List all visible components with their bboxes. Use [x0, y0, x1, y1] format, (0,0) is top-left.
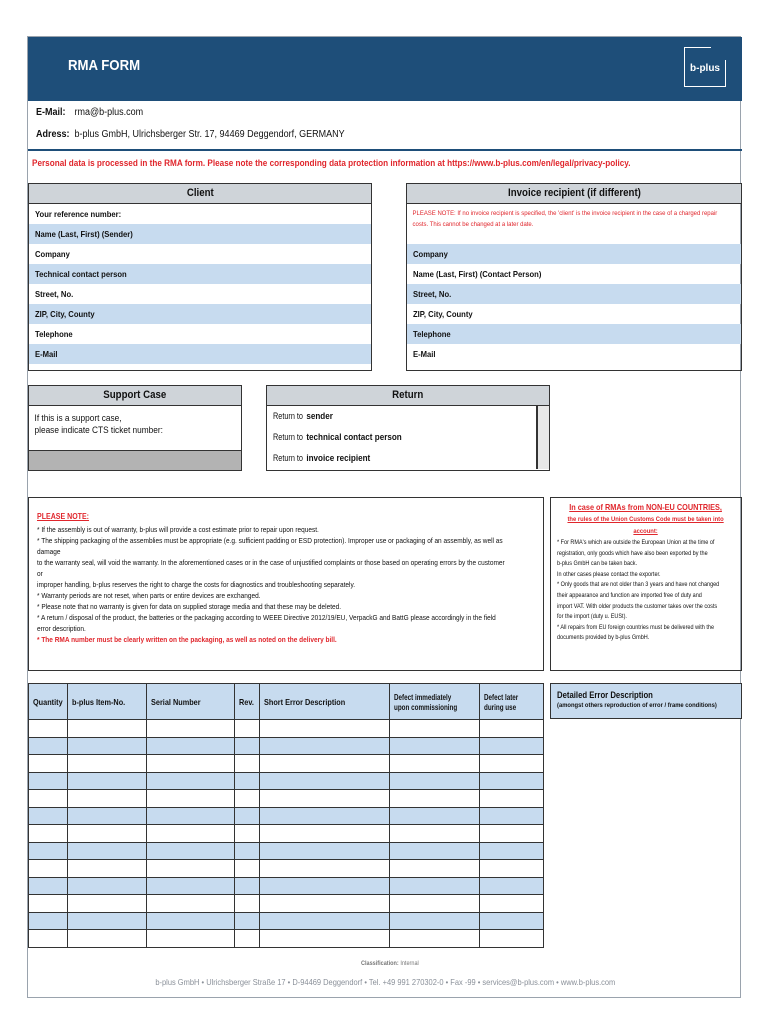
- col-item-no: b-plus Item-No.: [68, 684, 146, 720]
- email-value[interactable]: rma@b-plus.com: [74, 107, 144, 118]
- non-eu-line: registration, only goods which have also been exported by the: [557, 549, 708, 557]
- note-line: * Please note that no warranty is given for data on supplied storage media and that these may be deleted.: [37, 602, 342, 611]
- invoice-section: [406, 183, 742, 371]
- non-eu-line: their appearance and function are imported free of duty and: [557, 591, 702, 599]
- email-label: E-Mail:: [36, 107, 66, 118]
- return-section: [266, 385, 550, 471]
- return-sender-checkbox[interactable]: [537, 406, 549, 427]
- classification-value: Internal: [400, 960, 419, 967]
- invoice-note-area: [407, 204, 741, 244]
- client-field-telephone[interactable]: Telephone: [35, 329, 73, 339]
- col-rev: Rev.: [235, 684, 260, 720]
- table-cell[interactable]: [68, 877, 146, 895]
- table-cell[interactable]: [235, 807, 260, 825]
- table-cell[interactable]: [235, 720, 260, 738]
- table-cell[interactable]: [260, 720, 389, 738]
- table-cell[interactable]: [235, 930, 260, 948]
- note-line: * If the assembly is out of warranty, b-plus will provide a cost estimate prior to repair upon request.: [37, 525, 319, 534]
- table-row: [29, 825, 544, 843]
- support-text-area: [29, 406, 241, 450]
- table-cell[interactable]: [260, 860, 389, 878]
- table-cell[interactable]: [260, 737, 389, 755]
- table-cell[interactable]: [68, 895, 146, 913]
- non-eu-box: [550, 497, 742, 671]
- table-cell[interactable]: [235, 877, 260, 895]
- client-field-reference[interactable]: Your reference number:: [35, 209, 122, 219]
- table-cell[interactable]: [29, 825, 68, 843]
- table-cell[interactable]: [260, 825, 389, 843]
- table-cell[interactable]: [29, 930, 68, 948]
- address-row: [36, 129, 345, 140]
- cts-ticket-input[interactable]: [29, 450, 241, 470]
- table-cell[interactable]: [480, 895, 544, 913]
- address-label: Adress:: [36, 129, 70, 140]
- non-eu-line: * Only goods that are not older than 3 years and have not changed: [557, 581, 720, 589]
- table-cell[interactable]: [480, 790, 544, 808]
- col-serial-number: Serial Number: [146, 684, 235, 720]
- table-cell[interactable]: [68, 842, 146, 860]
- client-field-company[interactable]: Company: [35, 249, 70, 259]
- table-cell[interactable]: [260, 790, 389, 808]
- table-row: [29, 807, 544, 825]
- table-cell[interactable]: [480, 807, 544, 825]
- support-text-line1: If this is a support case,: [34, 413, 122, 423]
- table-cell[interactable]: [260, 930, 389, 948]
- support-text-line2: please indicate CTS ticket number:: [34, 425, 163, 435]
- table-row: [29, 895, 544, 913]
- table-cell[interactable]: [235, 755, 260, 773]
- footer: b-plus GmbH • Ulrichsberger Straße 17 • D-94469 Deggendorf • Tel. +49 991 270302-0 • Fax -99 • services@b-plus.com • www.b-plus.com: [155, 977, 615, 987]
- invoice-field-email[interactable]: E-Mail: [413, 349, 436, 359]
- table-row: [29, 720, 544, 738]
- table-row: [29, 790, 544, 808]
- note-line: error description.: [37, 624, 86, 633]
- table-cell[interactable]: [260, 842, 389, 860]
- table-cell[interactable]: [389, 790, 479, 808]
- col-defect-immediately: Defect immediately upon commissioning: [389, 684, 479, 720]
- return-option-sender[interactable]: Return tosender: [267, 406, 549, 427]
- client-field-zip-city[interactable]: ZIP, City, County: [29, 304, 371, 324]
- table-cell[interactable]: [146, 790, 235, 808]
- non-eu-line: * For RMA's which are outside the European Union at the time of: [557, 539, 715, 546]
- invoice-note: PLEASE NOTE: If no invoice recipient is specified, the 'client' is the invoice recipient in the case of a charged repair costs. This cannot be changed at a later date.: [412, 210, 718, 228]
- table-cell[interactable]: [389, 860, 479, 878]
- note-line: * Warranty periods are not reset, when parts or entire devices are exchanged.: [37, 591, 261, 600]
- table-row: [29, 877, 544, 895]
- table-cell[interactable]: [29, 737, 68, 755]
- table-row: [29, 755, 544, 773]
- table-cell[interactable]: [480, 737, 544, 755]
- notes-title: PLEASE NOTE:: [37, 512, 90, 521]
- table-cell[interactable]: [235, 895, 260, 913]
- table-cell[interactable]: [480, 825, 544, 843]
- table-cell[interactable]: [389, 807, 479, 825]
- table-cell[interactable]: [480, 860, 544, 878]
- table-cell[interactable]: [146, 842, 235, 860]
- items-table-header: [29, 684, 544, 720]
- table-cell[interactable]: [389, 877, 479, 895]
- table-cell[interactable]: [260, 807, 389, 825]
- table-cell[interactable]: [260, 895, 389, 913]
- table-cell[interactable]: [146, 930, 235, 948]
- table-cell[interactable]: [389, 772, 479, 790]
- return-invoice-recipient-checkbox[interactable]: [537, 448, 549, 469]
- table-cell[interactable]: [146, 807, 235, 825]
- table-cell[interactable]: [235, 912, 260, 930]
- form-title: RMA FORM: [68, 57, 141, 74]
- table-cell[interactable]: [146, 912, 235, 930]
- col-quantity: Quantity: [29, 684, 68, 720]
- table-cell[interactable]: [235, 790, 260, 808]
- invoice-field-street[interactable]: Street, No.: [407, 284, 741, 304]
- table-cell[interactable]: [68, 737, 146, 755]
- table-cell[interactable]: [235, 825, 260, 843]
- table-cell[interactable]: [389, 825, 479, 843]
- table-cell[interactable]: [68, 720, 146, 738]
- table-cell[interactable]: [146, 895, 235, 913]
- invoice-header: Invoice recipient (if different): [407, 184, 741, 204]
- invoice-field-telephone[interactable]: Telephone: [407, 324, 741, 344]
- table-cell[interactable]: [68, 912, 146, 930]
- table-cell[interactable]: [146, 860, 235, 878]
- table-cell[interactable]: [260, 755, 389, 773]
- table-cell[interactable]: [260, 877, 389, 895]
- detail-subtitle: (amongst others reproduction of error / frame conditions): [557, 702, 717, 709]
- table-cell[interactable]: [235, 842, 260, 860]
- table-cell[interactable]: [389, 930, 479, 948]
- invoice-field-name[interactable]: Name (Last, First) (Contact Person): [413, 269, 542, 279]
- table-cell[interactable]: [389, 755, 479, 773]
- client-section: [28, 183, 372, 371]
- table-cell[interactable]: [68, 755, 146, 773]
- please-note-box: [28, 497, 544, 671]
- table-cell[interactable]: [146, 737, 235, 755]
- table-cell[interactable]: [29, 895, 68, 913]
- table-cell[interactable]: [68, 860, 146, 878]
- support-section: [28, 385, 242, 471]
- non-eu-title: In case of RMAs from NON-EU COUNTRIES,: [569, 502, 722, 512]
- logo-text: b-plus: [690, 63, 720, 74]
- table-cell[interactable]: [68, 807, 146, 825]
- return-technical-contact-checkbox[interactable]: [537, 427, 549, 448]
- table-row: [29, 842, 544, 860]
- note-line: * The shipping packaging of the assemblies must be appropriate (e.g. sufficient padding or ESD protection). Improper use or packaging of an assembly, as well as damage: [37, 536, 503, 556]
- table-cell[interactable]: [29, 860, 68, 878]
- table-cell[interactable]: [235, 737, 260, 755]
- table-cell[interactable]: [389, 912, 479, 930]
- non-eu-line: b-plus GmbH can be taken back.: [557, 560, 638, 568]
- non-eu-line: * All repairs from EU foreign countries must be delivered with the: [557, 623, 715, 631]
- table-cell[interactable]: [480, 912, 544, 930]
- table-cell[interactable]: [480, 755, 544, 773]
- note-line-rma-number: * The RMA number must be clearly written on the packaging, as well as noted on the delivery bill.: [37, 635, 337, 644]
- table-cell[interactable]: [260, 772, 389, 790]
- client-field-email[interactable]: E-Mail: [29, 344, 371, 364]
- table-cell[interactable]: [146, 825, 235, 843]
- non-eu-subtitle: the rules of the Union Customs Code must be taken into account:: [567, 516, 724, 535]
- client-field-technical-contact[interactable]: Technical contact person: [29, 264, 371, 284]
- table-cell[interactable]: [480, 842, 544, 860]
- table-row: [29, 930, 544, 948]
- table-cell[interactable]: [68, 772, 146, 790]
- client-field-name[interactable]: Name (Last, First) (Sender): [29, 224, 371, 244]
- rma-form-page: [27, 36, 741, 998]
- col-defect-later: Defect later during use: [480, 684, 544, 720]
- table-cell[interactable]: [68, 930, 146, 948]
- detail-title: Detailed Error Description: [557, 690, 653, 700]
- form-header: [28, 37, 742, 101]
- return-option-invoice-recipient[interactable]: Return toinvoice recipient: [267, 448, 549, 469]
- table-row: [29, 860, 544, 878]
- table-cell[interactable]: [146, 877, 235, 895]
- items-table: [28, 683, 544, 948]
- table-cell[interactable]: [389, 842, 479, 860]
- table-cell[interactable]: [29, 912, 68, 930]
- table-cell[interactable]: [235, 860, 260, 878]
- table-cell[interactable]: [29, 772, 68, 790]
- return-option-technical-contact[interactable]: Return totechnical contact person: [267, 427, 549, 448]
- client-header: Client: [29, 184, 371, 204]
- table-cell[interactable]: [29, 807, 68, 825]
- col-short-error: Short Error Description: [260, 684, 389, 720]
- note-line: improper handling, b-plus reserves the right to charge the costs for diagnostics and troubleshooting separately.: [37, 580, 356, 589]
- table-cell[interactable]: [480, 877, 544, 895]
- table-cell[interactable]: [29, 755, 68, 773]
- table-cell[interactable]: [389, 720, 479, 738]
- table-row: [29, 737, 544, 755]
- non-eu-line: for the import (duty u. EUSt).: [557, 613, 627, 621]
- classification-label: Classification:: [361, 960, 399, 967]
- table-row: [29, 912, 544, 930]
- invoice-field-company[interactable]: Company: [407, 244, 741, 264]
- table-cell[interactable]: [68, 825, 146, 843]
- non-eu-line: In other cases please contact the exporter.: [557, 570, 661, 578]
- note-line: * A return / disposal of the product, the batteries or the packaging according to WEEE Directive 2012/19/EU, VerpackG and BattG please accordingly in the field: [37, 613, 496, 622]
- classification: [361, 960, 419, 967]
- detailed-error-description-box[interactable]: [550, 683, 742, 719]
- table-cell[interactable]: [29, 842, 68, 860]
- address-value: b-plus GmbH, Ulrichsberger Str. 17, 94469 Deggendorf, GERMANY: [74, 129, 345, 140]
- table-cell[interactable]: [146, 755, 235, 773]
- table-cell[interactable]: [29, 877, 68, 895]
- table-cell[interactable]: [480, 930, 544, 948]
- non-eu-line: import VAT. With older products the customer takes over the costs: [557, 602, 718, 610]
- table-cell[interactable]: [29, 720, 68, 738]
- table-cell[interactable]: [235, 772, 260, 790]
- privacy-notice: Personal data is processed in the RMA form. Please note the corresponding data protection information at https://www.b-plus.com/en/legal/privacy-policy.: [32, 158, 631, 169]
- non-eu-line: documents provided by b-plus GmbH.: [557, 634, 650, 642]
- table-cell[interactable]: [146, 720, 235, 738]
- table-cell[interactable]: [480, 720, 544, 738]
- client-field-street[interactable]: Street, No.: [35, 289, 74, 299]
- email-row: [36, 107, 143, 118]
- contact-info: [28, 101, 742, 151]
- table-cell[interactable]: [146, 772, 235, 790]
- table-cell[interactable]: [389, 895, 479, 913]
- table-cell[interactable]: [389, 737, 479, 755]
- table-cell[interactable]: [68, 790, 146, 808]
- support-header: Support Case: [29, 386, 241, 406]
- table-cell[interactable]: [260, 912, 389, 930]
- table-cell[interactable]: [29, 790, 68, 808]
- table-row: [29, 772, 544, 790]
- b-plus-logo: [684, 47, 726, 87]
- return-header: Return: [267, 386, 549, 406]
- invoice-field-zip-city[interactable]: ZIP, City, County: [413, 309, 473, 319]
- table-cell[interactable]: [480, 772, 544, 790]
- note-line: to the warranty seal, will void the warranty. In the aforementioned cases or in the case of unjustified complaints or those based on operating errors by the customer or: [37, 558, 505, 578]
